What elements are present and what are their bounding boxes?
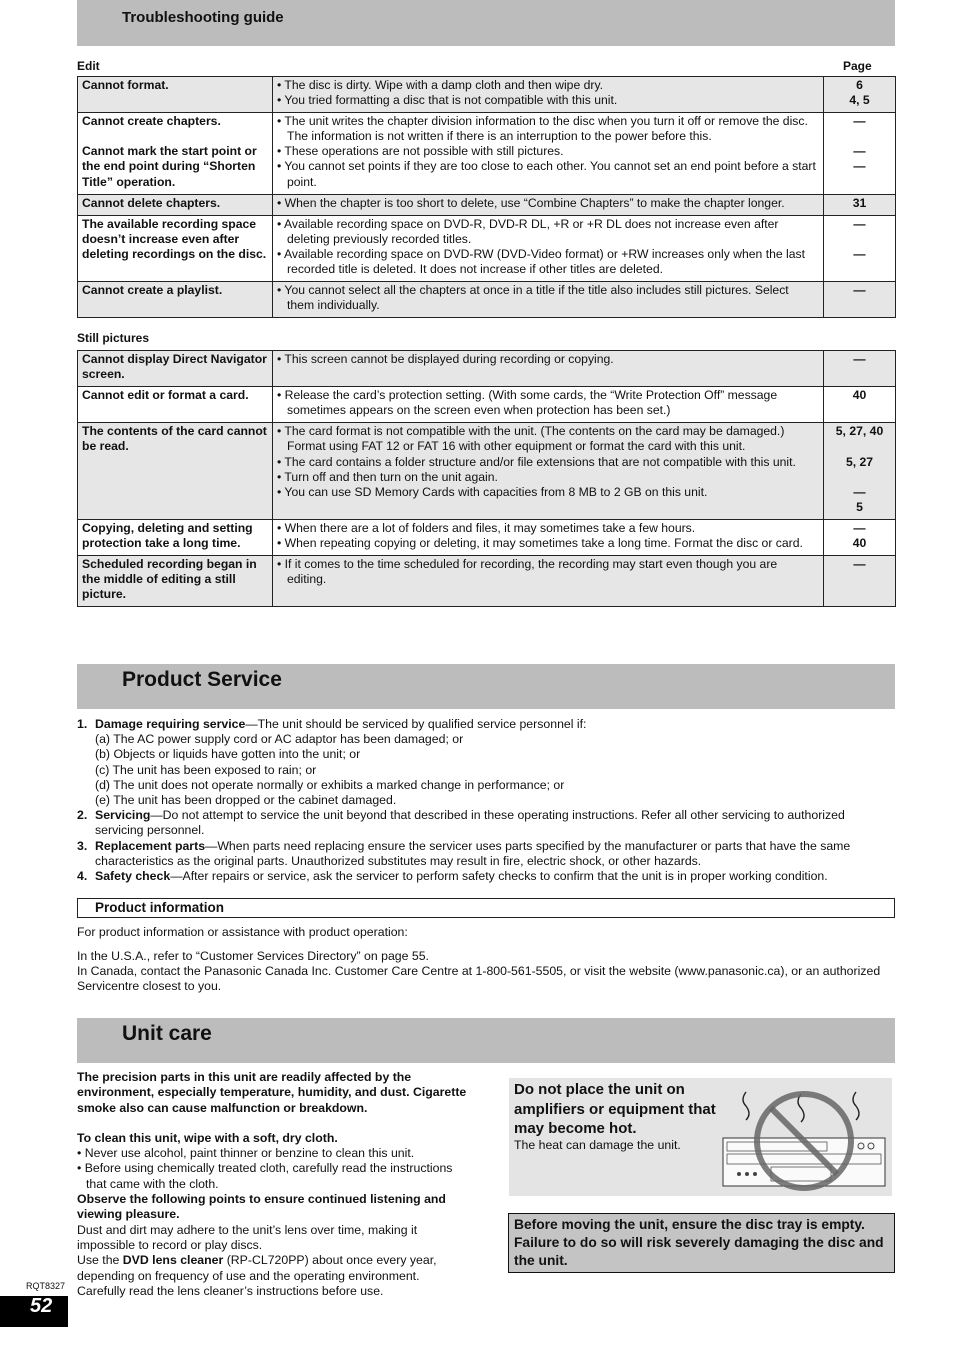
cause-bullet: • You cannot set points if they are too close to each other. You cannot set an end point before a start point. [277,159,816,189]
cause-bullet: • Available recording space on DVD-RW (DVD-Video format) or +RW increases only when the last recorded title is deleted. It does not increase if other titles are deleted. [277,246,805,277]
cause-cell [273,113,824,194]
heat-warning-heading: Do not place the unit on amplifiers or equipment that may become hot. [514,1081,716,1137]
issue-cell [78,423,273,520]
page-ref: — [853,216,866,231]
section-title: Unit care [122,1022,212,1045]
table-row [78,194,896,215]
heat-warning-box [509,1078,892,1196]
cause-bullet: • These operations are not possible with still pictures. [277,144,564,159]
service-sub-item: (d) The unit does not operate normally or exhibits a marked change in performance; or [95,777,565,792]
page-ref: 5, 27, 40 [835,424,884,439]
page-ref [828,439,891,454]
issue-text: The available recording space doesn’t increase even after deleting recordings on the disc. [82,216,267,261]
page-ref: 5, 27 [845,454,874,469]
page-ref: 31 [852,195,867,210]
service-item-body [95,717,586,732]
page-ref: — [853,114,866,129]
page-ref: — [853,144,866,159]
issue-cell [78,519,273,555]
product-info-usa: In the U.S.A., refer to “Customer Services Directory” on page 55. [77,949,429,963]
service-item-body [95,839,895,869]
service-sub-item: (e) The unit has been dropped or the cabinet damaged. [95,793,397,808]
disc-tray-warning-box [508,1213,895,1273]
cause-cell [273,556,824,607]
page-ref: 4, 5 [849,93,870,108]
issue-text: Scheduled recording began in the middle of editing a still picture. [82,557,257,602]
document-code: RQT8327 [26,1281,66,1291]
service-item-number: 2. [77,808,88,823]
page-ref-cell [824,215,896,281]
cause-cell [273,215,824,281]
service-item-text: —Do not attempt to service the unit beyond that described in these operating instructions. Refer all other servicing to authorized servicing personnel. [95,808,845,838]
lens-dust-text: Dust and dirt may adhere to the unit’s lens over time, making it impossible to record or play discs. [77,1222,418,1252]
issue-text: Cannot create a playlist. [82,283,223,298]
product-information-title: Product information [95,900,224,915]
issue-text: Copying, deleting and setting protection take a long time. [82,520,253,551]
page-ref-cell [824,556,896,607]
service-sub-item: (a) The AC power supply cord or AC adaptor has been damaged; or [95,732,464,747]
issue-text: Cannot mark the start point or the end point during “Shorten Title” operation. [82,144,257,189]
service-item-text: —After repairs or service, ask the servicer to perform safety checks to confirm that the unit is in proper working condition. [170,869,828,884]
issue-text: The contents of the card cannot be read. [82,424,267,454]
issue-text: Cannot edit or format a card. [82,388,249,403]
issue-text: Cannot create chapters. [82,114,221,129]
issue-cell [78,77,273,113]
clean-bullet: • Before using chemically treated cloth, carefully read the instructions that came with the cloth. [77,1161,453,1191]
product-service-list [77,717,895,884]
page-ref-cell [824,113,896,194]
page-ref: — [853,484,866,499]
section-header-product-service [77,664,895,709]
issue-cell [78,556,273,607]
issue-cell [78,387,273,423]
cause-cell [273,194,824,215]
cause-bullet: • If it comes to the time scheduled for recording, the recording may start even though you are editing. [277,557,778,587]
page-ref [828,129,891,144]
cause-bullet: • Turn off and then turn on the unit again. [277,469,498,484]
service-item [77,869,895,884]
page-ref: 40 [852,536,867,551]
still-pictures-label: Still pictures [77,331,150,345]
disc-tray-warning-text: Before moving the unit, ensure the disc tray is empty. Failure to do so will risk severely damaging the disc and the unit. [514,1217,884,1269]
cause-bullet: • The disc is dirty. Wipe with a damp cloth and then wipe dry. [277,78,604,92]
table-row [78,351,896,387]
issue-text [82,129,268,144]
section-header-unit-care [77,1018,895,1063]
service-item-number: 4. [77,869,88,884]
clean-bullet: • Never use alcohol, paint thinner or benzine to clean this unit. [77,1146,415,1161]
cause-bullet: • When repeating copying or deleting, it may sometimes take a long time. Format the disc or card. [277,536,803,551]
service-item [77,717,895,732]
service-item-heading: Damage requiring service [95,717,246,731]
service-sub-item: (c) The unit has been exposed to rain; or [95,762,317,777]
page-ref-cell [824,387,896,423]
heat-warning-subtext: The heat can damage the unit. [514,1138,681,1152]
issue-cell [78,194,273,215]
edit-label: Edit [77,59,100,73]
table-row [78,113,896,194]
cause-cell [273,519,824,555]
page-ref: — [853,283,866,298]
product-information-header [77,898,895,918]
page-ref [828,470,891,485]
issue-text: Cannot display Direct Navigator screen. [82,352,267,382]
cause-bullet: • When there are a lot of folders and files, it may sometimes take a few hours. [277,520,696,535]
page-ref-cell [824,519,896,555]
page-number-box [0,1296,68,1327]
page-ref-cell [824,77,896,113]
service-item-heading: Replacement parts [95,838,206,853]
service-item-number: 1. [77,717,88,731]
unit-care-text [77,1070,472,1299]
table-row [78,282,896,318]
issue-cell [78,282,273,318]
lens-cleaner-text: Use the DVD lens cleaner (RP-CL720PP) about once every year, depending on frequency of use and the operating environment. [77,1253,437,1283]
table-row [78,519,896,555]
service-item [77,808,895,838]
page-ref-cell [824,351,896,387]
no-heat-prohibition-icon [721,1082,891,1194]
service-item-heading: Safety check [95,869,171,884]
cause-bullet: • Available recording space on DVD-R, DVD-R DL, +R or +R DL does not increase even after deleting previously recorded titles. [277,216,779,246]
issue-cell [78,215,273,281]
page-ref: 6 [856,78,863,92]
service-item-text: —The unit should be serviced by qualified service personnel if: [245,717,587,731]
cause-bullet: • You cannot select all the chapters at once in a title if the title also includes still pictures. Select them individually. [277,283,789,313]
cause-bullet: • You can use SD Memory Cards with capacities from 8 MB to 2 GB on this unit. [277,484,708,499]
issue-cell [78,351,273,387]
page-ref-cell [824,194,896,215]
cause-cell [273,351,824,387]
page-ref: — [853,159,866,174]
page-ref: — [853,352,866,366]
cause-cell [273,77,824,113]
section-title: Product Service [122,668,282,691]
issue-text: Cannot format. [82,78,169,92]
section-title: Troubleshooting guide [122,9,284,26]
page-column-label: Page [843,59,872,73]
section-header-troubleshooting [77,0,895,46]
table-row [78,387,896,423]
issue-cell [78,113,273,194]
page-ref: — [853,557,866,572]
table-row [78,556,896,607]
cause-cell [273,282,824,318]
page-ref-cell [824,423,896,520]
product-info-intro: For product information or assistance with product operation: [77,925,408,939]
service-item-body [95,808,895,838]
page-number: 52 [30,1295,53,1317]
page-ref [828,232,891,247]
cause-bullet: • This screen cannot be displayed during recording or copying. [277,352,614,366]
cause-cell [273,387,824,423]
product-info-canada: In Canada, contact the Panasonic Canada Inc. Customer Care Centre at 1-800-561-5505, or visit the website (www.panasonic.ca), or an authorized Servicentre closest to you. [77,964,881,994]
cause-bullet: • You tried formatting a disc that is not compatible with this unit. [277,93,618,108]
page-ref: — [853,520,866,535]
cause-bullet: • When the chapter is too short to delete, use “Combine Chapters” to make the chapter longer. [277,195,785,210]
issue-text: Cannot delete chapters. [82,195,221,210]
page-ref: — [853,246,866,261]
still-pictures-troubleshooting-table [77,350,896,607]
cause-bullet: • The card contains a folder structure and/or file extensions that are not compatible with this unit. [277,454,796,469]
service-item-text: —When parts need replacing ensure the servicer uses parts specified by the manufacturer or parts that have the same characteristics as the original parts. Unauthorized substitutes may result in fire, electric shock, or other hazards. [95,838,851,868]
clean-heading: To clean this unit, wipe with a soft, dry cloth. [77,1130,338,1145]
table-row [78,423,896,520]
service-sub-item: (b) Objects or liquids have gotten into the unit; or [95,747,361,762]
unit-care-intro: The precision parts in this unit are readily affected by the environment, especially temperature, humidity, and dust. Cigarette smoke also can cause malfunction or breakdown. [77,1070,467,1115]
page-ref: 5 [856,499,863,514]
cause-cell [273,423,824,520]
service-item-body [95,869,828,884]
service-item [77,839,895,869]
lens-cleaner-instructions: Carefully read the lens cleaner’s instructions before use. [77,1283,384,1298]
cause-bullet: • The card format is not compatible with the unit. (The contents on the card may be damaged.) Format using FAT 12 or FAT 16 with other equipment or format the card with this unit. [277,424,785,454]
cause-bullet: • The unit writes the chapter division information to the disc when you turn it off or remove the disc. The information is not written if there is an interruption to the power before this. [277,114,808,144]
table-row [78,215,896,281]
service-item-heading: Servicing [95,808,151,823]
service-item-number: 3. [77,838,88,853]
page-ref: 40 [852,388,867,403]
page-ref-cell [824,282,896,318]
cause-bullet: • Release the card’s protection setting. (With some cards, the “Write Protection Off” message sometimes appears on the screen even when protection has been set.) [277,388,778,418]
edit-troubleshooting-table [77,76,896,318]
observe-heading: Observe the following points to ensure continued listening and viewing pleasure. [77,1192,446,1222]
table-row [78,77,896,113]
